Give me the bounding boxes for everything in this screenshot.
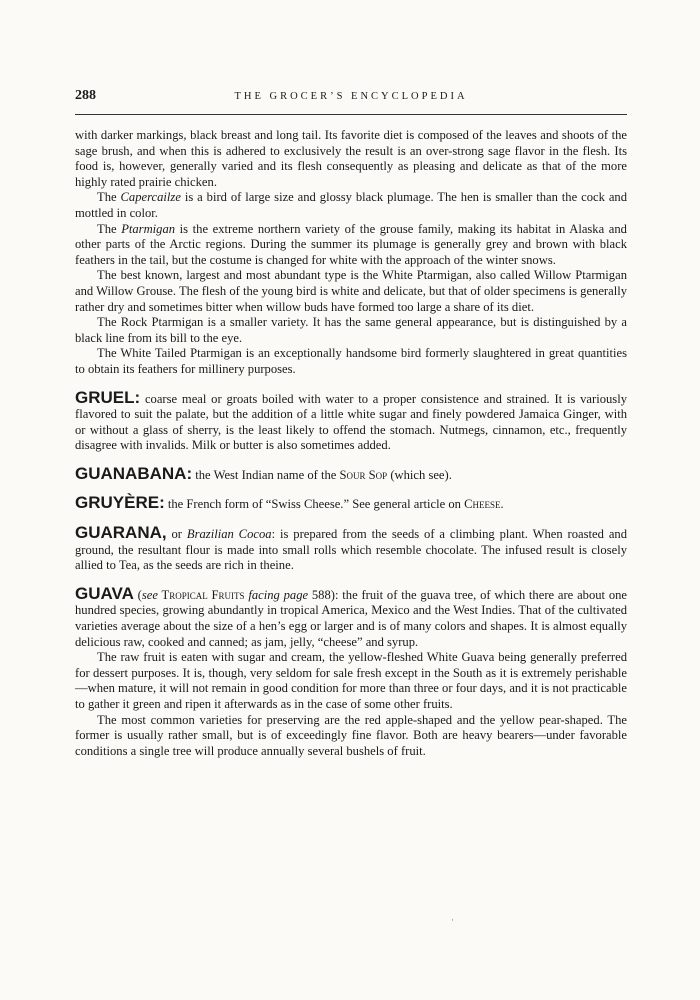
footer-mark: · [451, 915, 454, 925]
grouse-paragraph-5: The Rock Ptarmigan is a smaller variety. It has the same general appearance, but is distinguished by a black line from its bill to the eye. [75, 315, 627, 345]
page-body [75, 128, 627, 759]
grouse-paragraph-3 [75, 222, 627, 269]
entry-guava [75, 583, 628, 650]
page-number: 288 [75, 88, 96, 103]
entry-heading: GUAVA [75, 583, 134, 603]
entry-gruel [75, 387, 627, 454]
entry-guarana [75, 525, 627, 574]
facing-page-word: facing page [248, 587, 309, 602]
grouse-paragraph-4: The best known, largest and most abundant type is the White Ptarmigan, also called Willow Ptarmigan and Willow Grouse. The flesh of the young bird is white and delicate, but that of older specimens is generally rather dry and sometimes bitter when willow buds have formed too large a share of its diet. [75, 268, 627, 314]
entry-guanabana [75, 463, 627, 484]
grouse-paragraph-1: with darker markings, black breast and long tail. Its favorite diet is composed of the leaves and shoots of the sage brush, and when this is adhered to exclusively the result is an over-strong sage flavor in the flesh. Its food is, however, generally varied and its flesh consequently as pleasing and delicate as that of the more highly rated prairie chicken. [75, 128, 627, 189]
entry-heading: GUARANA, [75, 523, 167, 543]
entry-heading: GRUYÈRE: [75, 493, 165, 513]
entry-text: . [500, 497, 504, 512]
text-run: The [97, 190, 121, 205]
alternate-name: Brazilian Cocoa [186, 527, 272, 542]
text-run: is a bird of large size and glossy black plumage. The hen is smaller than the cock and mottled in color. [75, 190, 627, 220]
page-reference: 588) [308, 587, 335, 602]
entry-text: coarse meal or groats boiled with water to a proper consistence and strained. It is variously flavored to suit the palate, but the addition of a little white sugar and finely powdered Jamaica Ginger, with or without a glass of sherry, is the least likely to offend the stomach. Nutmegs, cinnamon, etc., frequently disagree with invalids. Milk or butter is also sometimes added. [75, 391, 627, 453]
see-word: see [141, 587, 158, 602]
cross-reference: Sour Sop [339, 467, 388, 482]
entry-text: : the fruit of the guava tree, of which there are about one hundred species, growing abundantly in tropical America, Mexico and the West Indies. That of the cultivated varieties average about the size of a hen’s egg or larger and is of many colors and shapes. It is almost equally delicious raw, cooked and canned; as jam, jelly, “cheese” and syrup. [75, 587, 628, 649]
guava-paragraph-3: The most common varieties for preserving are the red apple-shaped and the yellow pear-shaped. The former is usually rather small, but is of exceedingly fine flavor. Both are heavy bearers—under favorable conditions a single tree will produce annually several bushels of fruit. [75, 712, 627, 758]
page-header [75, 88, 627, 108]
text-run: The [97, 221, 122, 236]
entry-text: (which see). [387, 467, 452, 482]
cross-reference: Tropical Fruits [157, 587, 249, 602]
term-ptarmigan: Ptarmigan [121, 221, 176, 236]
entry-gruyere [75, 495, 627, 513]
entry-text: ( [133, 587, 142, 602]
entry-heading: GRUEL: [75, 387, 141, 407]
entry-text: : is prepared from the seeds of a climbing plant. When roasted and ground, the resultant flour is made into small rolls which resemble chocolate. The infused result is closely allied to Tea, as the seeds are rich in theine. [75, 527, 628, 573]
grouse-paragraph-6: The White Tailed Ptarmigan is an exceptionally handsome bird formerly slaughtered in great quantities to obtain its feathers for millinery purposes. [75, 346, 627, 376]
grouse-paragraph-2 [75, 190, 627, 221]
text-run: is the extreme northern variety of the grouse family, making its habitat in Alaska and other parts of the Arctic regions. During the summer its plumage is generally grey and brown with black feathers in the tail, but the costume is changed for white with the approach of the winter snows. [75, 221, 627, 267]
running-title: THE GROCER’S ENCYCLOPEDIA [234, 91, 468, 102]
term-capercailze: Capercailze [120, 190, 181, 205]
header-rule [75, 114, 627, 115]
entry-heading: GUANABANA: [75, 463, 193, 483]
entry-text: the West Indian name of the [192, 467, 340, 482]
entry-text: the French form of “Swiss Cheese.” See general article on [164, 497, 465, 512]
guava-paragraph-2: The raw fruit is eaten with sugar and cream, the yellow-fleshed White Guava being generally preferred for dessert purposes. It is, though, very seldom for sale fresh except in the South as it is extremely perishable—when mature, it will not remain in good condition for more than three or four days, and it is not practicable to gather it green and ripen it afterwards as in the case of some other fruits. [75, 650, 627, 711]
entry-text: or [166, 527, 187, 542]
cross-reference: Cheese [464, 497, 501, 512]
